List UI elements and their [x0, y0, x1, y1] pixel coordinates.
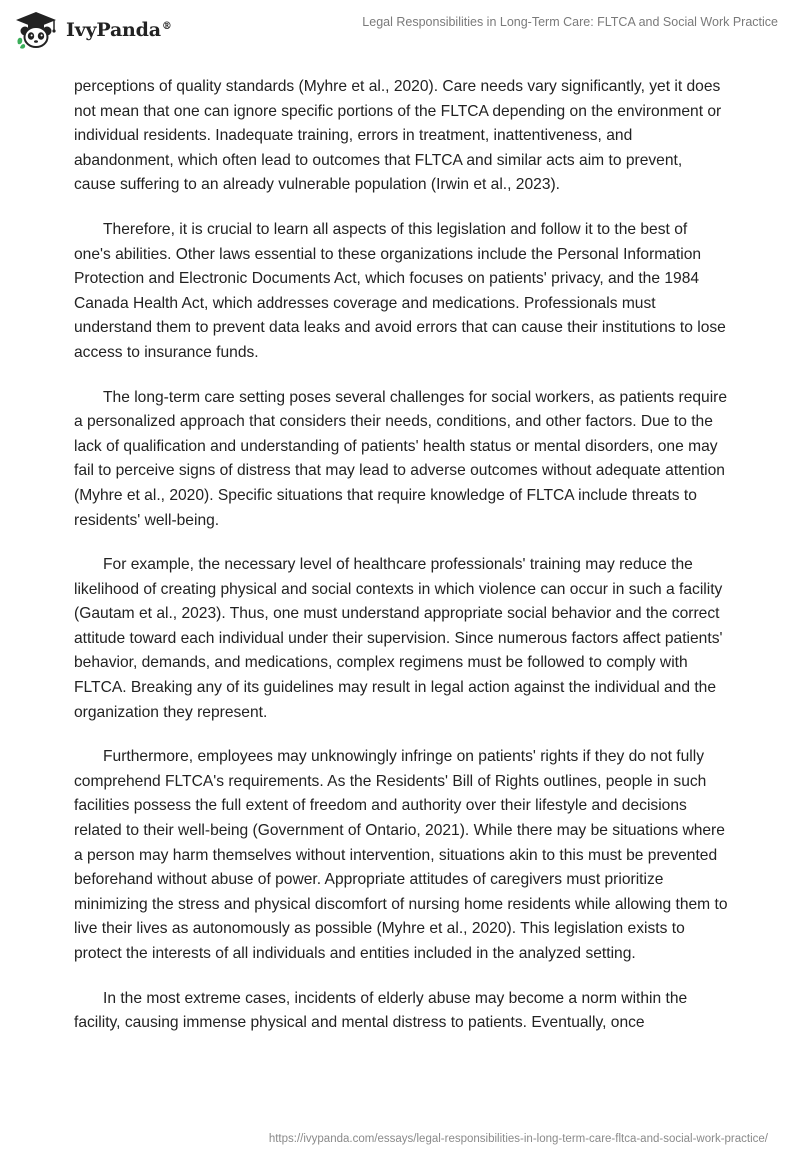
panda-graduate-icon: [14, 10, 58, 50]
paragraph: In the most extreme cases, incidents of elderly abuse may become a norm within the facility, causing immense physical and mental distress to patients. Eventually, once: [74, 989, 688, 1032]
brand-name-text: IvyPanda: [66, 19, 161, 41]
document-title: Legal Responsibilities in Long-Term Care: FLTCA and Social Work Practice: [362, 15, 778, 29]
ivypanda-logo[interactable]: [14, 10, 172, 50]
brand-name: [66, 19, 172, 41]
paragraph: Therefore, it is crucial to learn all aspects of this legislation and follow it to the best of one's abilities. Other laws essential to these organizations include the Personal Information Protection and Electronic Documents Act, which focuses on patients' privacy, and the 1984 Canada Health Act, which addresses coverage and medications. Professionals must understand them to prevent data leaks and avoid errors that can cause their institutions to lose access to insurance funds.: [74, 220, 726, 361]
registered-mark: ®: [161, 20, 172, 32]
paragraph: perceptions of quality standards (Myhre et al., 2020). Care needs vary significantly, yet it does not mean that one can ignore specific portions of the FLTCA depending on the environment or individual residents. Inadequate training, errors in treatment, inattentiveness, and abandonment, which often lead to outcomes that FLTCA and similar acts aim to prevent, cause suffering to an already vulnerable population (Irwin et al., 2023).: [74, 78, 722, 194]
paragraph: For example, the necessary level of healthcare professionals' training may reduce the likelihood of creating physical and social contexts in which violence can occur in such a facility (Gautam et al., 2023). Thus, one must understand appropriate social behavior and the correct attitude toward each individual under their supervision. Since numerous factors affect patients' behavior, demands, and medications, complex regimens must be followed to comply with FLTCA. Breaking any of its guidelines may result in legal action against the individual and the organization they represent.: [74, 556, 723, 721]
paragraph: Furthermore, employees may unknowingly infringe on patients' rights if they do not fully comprehend FLTCA's requirements. As the Residents' Bill of Rights outlines, people in such facilities possess the full extent of freedom and authority over their lifestyle and decisions related to their well-being (Government of Ontario, 2021). While there may be situations where a person may harm themselves without intervention, situations akin to this must be prevented beforehand without abuse of power. Appropriate attitudes of caregivers must prioritize minimizing the stress and physical discomfort of nursing home residents while allowing them to live their lives as autonomously as possible (Myhre et al., 2020). This legislation exists to protect the interests of all individuals and entities included in the analyzed setting.: [74, 748, 728, 962]
page-header: [0, 0, 800, 70]
paragraph: The long-term care setting poses several challenges for social workers, as patients require a personalized approach that considers their needs, conditions, and other factors. Due to the lack of qualification and understanding of patients' health status or mental disorders, one may fail to perceive signs of distress that may lead to adverse outcomes without adequate attention (Myhre et al., 2020). Specific situations that require knowledge of FLTCA include threats to residents' well-being.: [74, 388, 728, 529]
essay-body: [74, 75, 728, 1056]
source-url-link[interactable]: https://ivypanda.com/essays/legal-responsibilities-in-long-term-care-fltca-and-social-work-practice/: [268, 1133, 768, 1145]
